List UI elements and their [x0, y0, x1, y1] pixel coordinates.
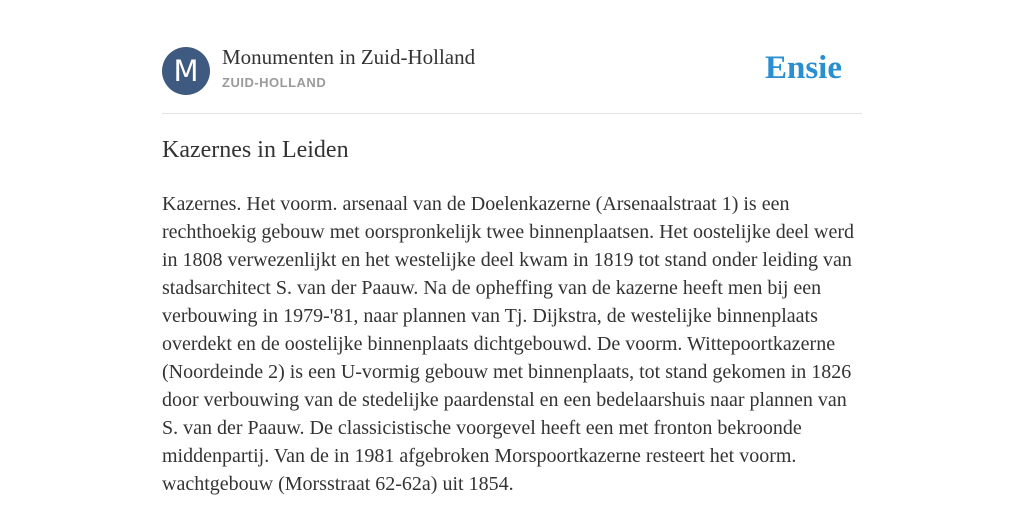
source-title[interactable]: Monumenten in Zuid-Holland	[222, 45, 476, 69]
article-card	[162, 0, 862, 495]
article-title: Kazernes in Leiden	[162, 137, 349, 163]
source-subtitle: ZUID-HOLLAND	[222, 75, 327, 90]
article-body: Kazernes. Het voorm. arsenaal van de Doelenkazerne (Arsenaalstraat 1) is een rechthoekig gebouw met oorspronkelijk twee binnenplaatsen. Het oostelijke deel werd in 1808 verwezenlijkt en het westelijke deel kwam in 1819 tot stand onder leiding van stadsarchitect S. van der Paauw. Na de opheffing van de kazerne heeft men bij een verbouwing in 1979-'81, naar plannen van Tj. Dijkstra, de westelijke binnenplaats overdekt en de oostelijke binnenplaats dichtgebouwd. De voorm. Wittepoortkazerne (Noordeinde 2) is een U-vormig gebouw met binnenplaats, tot stand gekomen in 1826 door verbouwing van de stedelijke paardenstal en een bedelaarshuis naar plannen van S. van der Paauw. De classicistische voorgevel heeft een met fronton bekroonde middenpartij. Van de in 1981 afgebroken Morspoortkazerne resteert het voorm. wachtgebouw (Morsstraat 62-62a) uit 1854.	[162, 193, 855, 495]
brand-logo[interactable]: Ensie	[764, 50, 842, 86]
avatar[interactable]: M	[162, 47, 210, 95]
card-header	[162, 0, 862, 114]
